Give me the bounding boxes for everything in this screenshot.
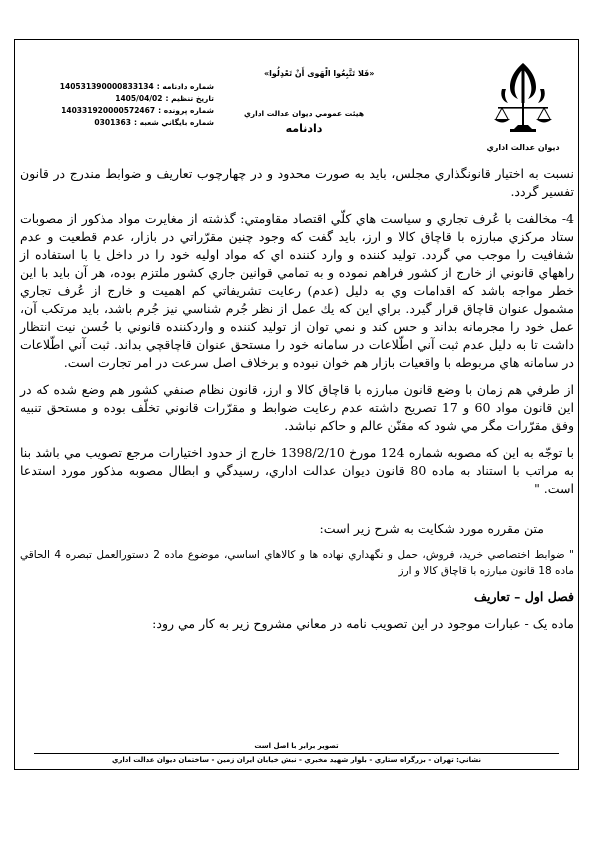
complaint-intro: متن مقرره مورد شكايت به شرح زير است: [319,521,544,536]
paragraph-4: با توجّه به اين كه مصوبه شماره 124 مورخ 1398/2/10 خارج از حدود اختيارات مرجع تصويب مي باشد بنا به مراتب با استناد به ماده 80 قانون ديوان عدالت اداري، رسيدگي و ابطال مصوبه مذكور مورد استدعا است. " [20,445,574,496]
verdict-number-value: 140531390000833134 [59,82,154,91]
meta-row [54,93,214,105]
document-type: دادنامه [285,122,323,135]
case-number-value: 140331920000572467 [61,106,156,115]
chapter-heading: فصل اول – تعاريف [474,589,574,604]
court-name: ديوان عدالت اداري [486,143,560,152]
footer-divider [34,753,559,754]
meta-row [54,81,214,93]
case-number-label: شماره پرونده : [158,106,214,115]
document-header [14,39,579,164]
archive-number-label: شماره بايگاني شعبه : [133,118,214,127]
paragraph-1: نسبت به اختيار قانونگذاري مجلس، بايد به صورت محدود و در چهارچوب تعاريف و ضوابط مندرج در قانون تفسير گردد. [20,166,574,199]
document-body [20,165,574,642]
issue-date-label: تاريخ تنظيم : [165,94,214,103]
emblem-block [483,59,563,159]
document-footer [14,742,579,764]
meta-row [54,105,214,117]
archive-number-value: 0301363 [94,118,131,127]
paragraph-3: از طرفي هم زمان با وضع قانون مبارزه با قاچاق كالا و ارز، قانون نظام صنفي كشور هم وضع شده كه در اين قانون مواد 60 و 17 تصريح داشته عدم رعايت ضوابط و مقرّرات قانوني تخلّف بوده و مستحق تنبيه وفق مقرّرات مگر مي شود كه مقنّن عالم و حاكم نباشد. [20,382,575,433]
case-metadata [54,81,214,129]
meta-row [54,117,214,129]
article-one: ماده يک - عبارات موجود در اين تصويب نامه در معاني مشروح زير به كار مي رود: [152,616,574,631]
iran-emblem-icon [488,59,558,139]
issue-date-value: 1405/04/02 [115,94,163,103]
court-address: نشاني: تهران - بزرگراه ستاري - بلوار شهيد مخبري - نبش خيابان ايران زمين - ساختمان ديوان عدالت اداري [111,756,482,764]
quran-verse: «فَلا تَتَّبِعُوا الْهَوى أَنْ تَعْدِلُوا» [264,69,375,78]
board-title-block [239,109,369,135]
board-name: هيئت عمومي ديوان عدالت اداري [243,109,365,118]
verdict-number-label: شماره دادنامه : [156,82,214,91]
certified-copy-note: تصوير برابر با اصل است [254,742,339,750]
regulation-title: " ضوابط اختصاصي خريد، فروش، حمل و نگهداري نهاده ها و كالاهاي اساسي، موضوع ماده 2 دستورالعمل تبصره 4 الحاقي ماده 18 قانون مبارزه با قاچاق كالا و ارز [20,549,574,577]
paragraph-2: 4- مخالفت با عُرف تجاري و سياست هاي كلّي اقتصاد مقاومتي: گذشته از مغايرت مواد مذكور از مصوبات ستاد مركزي مبارزه با قاچاق كالا و ارز، بايد گفت كه وجود چنين مقرّراتي در بازار، عدم قطعيت و عدم شفافيت را موجب مي گردد. توليد كننده و وارد كننده اي كه مواد اوليه خود را در داخل يا با استفاده از راههاي قانوني از خارج از كشور فراهم نموده و به تمامي قوانين جاري كشور ملتزم بوده، هر آن بايد با اين خطر مواجه باشد كه اقدامات وي به دليل (عدم) رعايت تشريفاتي كم اهميت و خارج از عُرف تجاري مشمول عنوان قاچاق قرار گيرد. براي اين كه يك عمل از نظر جُرم شناسي نيز جُرم باشد، بايد مرتكب آن، عمل خود را مجرمانه بداند و حس كند و نمي توان از توليد كننده و واردكننده قانوني با حُسن نيت انتظار داشت تا به دليل عدم ثبت آني اطّلاعات در سامانه خود را مستحق عنوان قاچاقچي بداند. ثبت آني اطّلاعات در سامانه هاي مربوطه با واقعيات بازار هم خوان نبوده و برخلاف اصل سرعت در امر تجارت است. [20,211,574,370]
